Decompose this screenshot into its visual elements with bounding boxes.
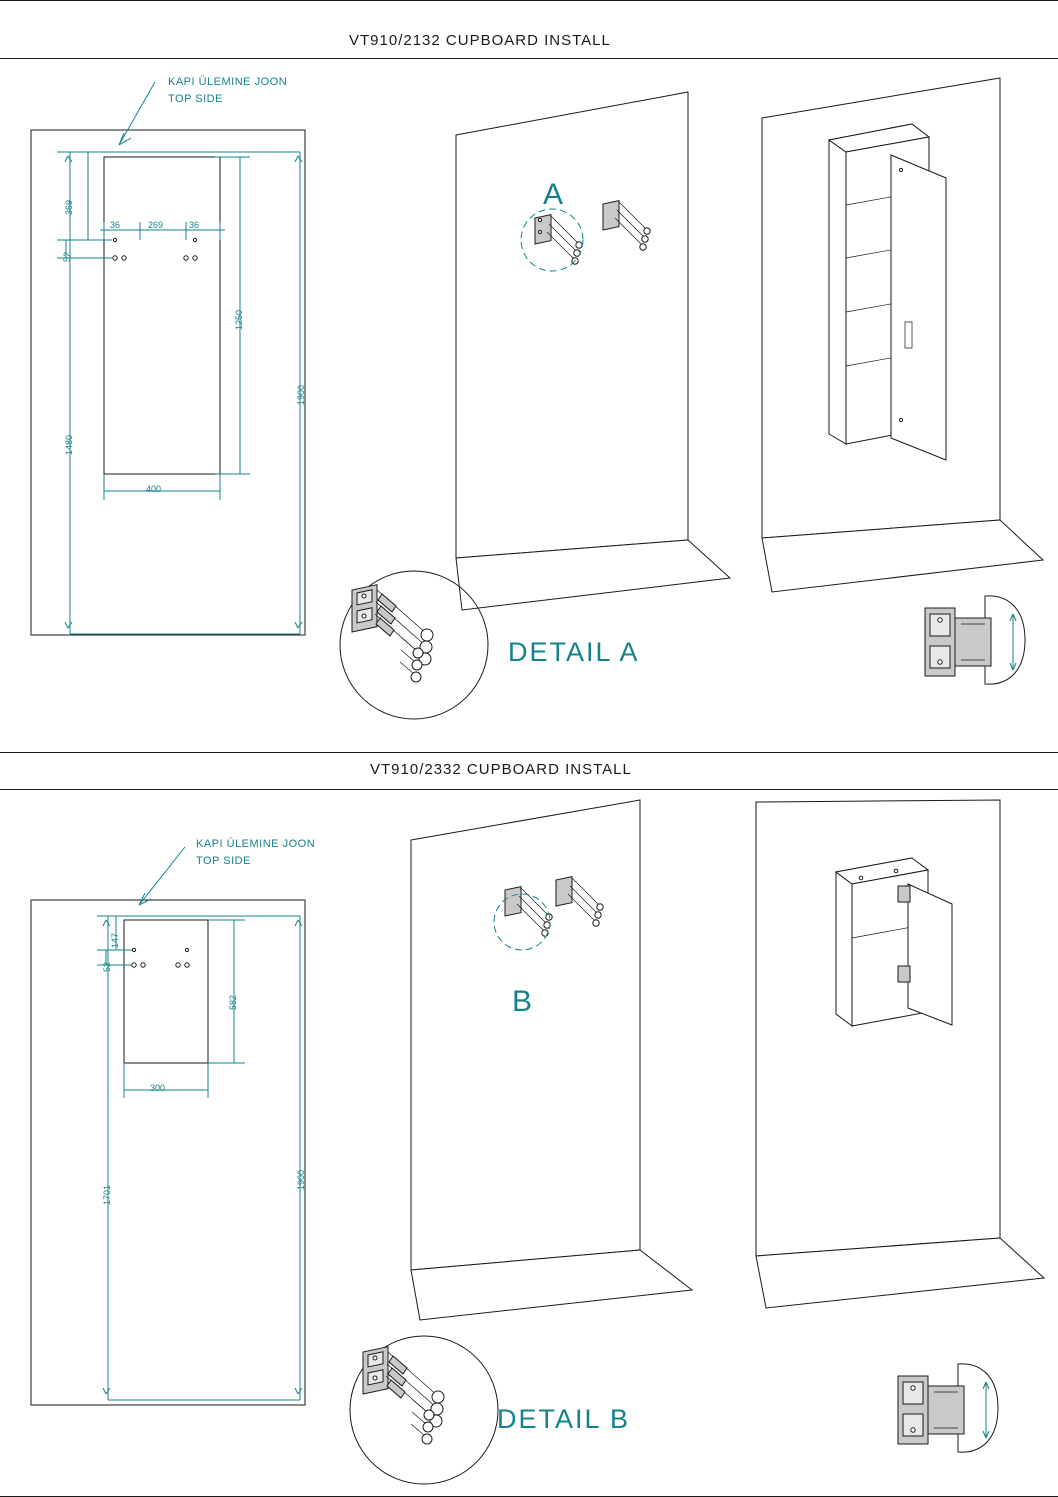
callout-line1-bottom: KAPI ÜLEMINE JOON (196, 838, 316, 850)
dim-hole-left-top: 36 (110, 220, 121, 230)
bubble-letter-b: B (512, 985, 533, 1018)
dim-total-height-bottom: 1900 (296, 1169, 306, 1190)
callout-line2-top: TOP SIDE (168, 93, 223, 105)
dim-top-offset-top: 369 (64, 199, 74, 215)
detail-a-label: DETAIL A (508, 637, 640, 667)
callout-line1-top: KAPI ÜLEMINE JOON (168, 76, 288, 88)
panel-title-bottom: VT910/2332 CUPBOARD INSTALL (370, 761, 632, 778)
dim-floor-offset-bottom: 1701 (102, 1184, 112, 1205)
dim-top-offset-bottom: 147 (110, 932, 120, 948)
dim-hinge-gap-bottom: 52 (102, 961, 112, 972)
detail-b-label: DETAIL B (497, 1404, 631, 1434)
dim-floor-offset-top: 1480 (64, 434, 74, 455)
dim-hinge-gap-top: 52 (62, 251, 72, 262)
dim-door-width-bottom: 300 (150, 1083, 166, 1093)
dim-door-width-top: 400 (146, 484, 162, 494)
panel-title-top: VT910/2132 CUPBOARD INSTALL (349, 32, 611, 49)
dim-hole-right-top: 36 (189, 220, 200, 230)
bubble-letter-a: A (543, 178, 564, 211)
dim-door-height-bottom: 582 (228, 994, 238, 1010)
dim-total-height-top: 1900 (296, 384, 306, 405)
callout-line2-bottom: TOP SIDE (196, 855, 251, 867)
dim-door-height-top: 1250 (234, 309, 244, 330)
dim-hole-center-top: 269 (148, 220, 164, 230)
